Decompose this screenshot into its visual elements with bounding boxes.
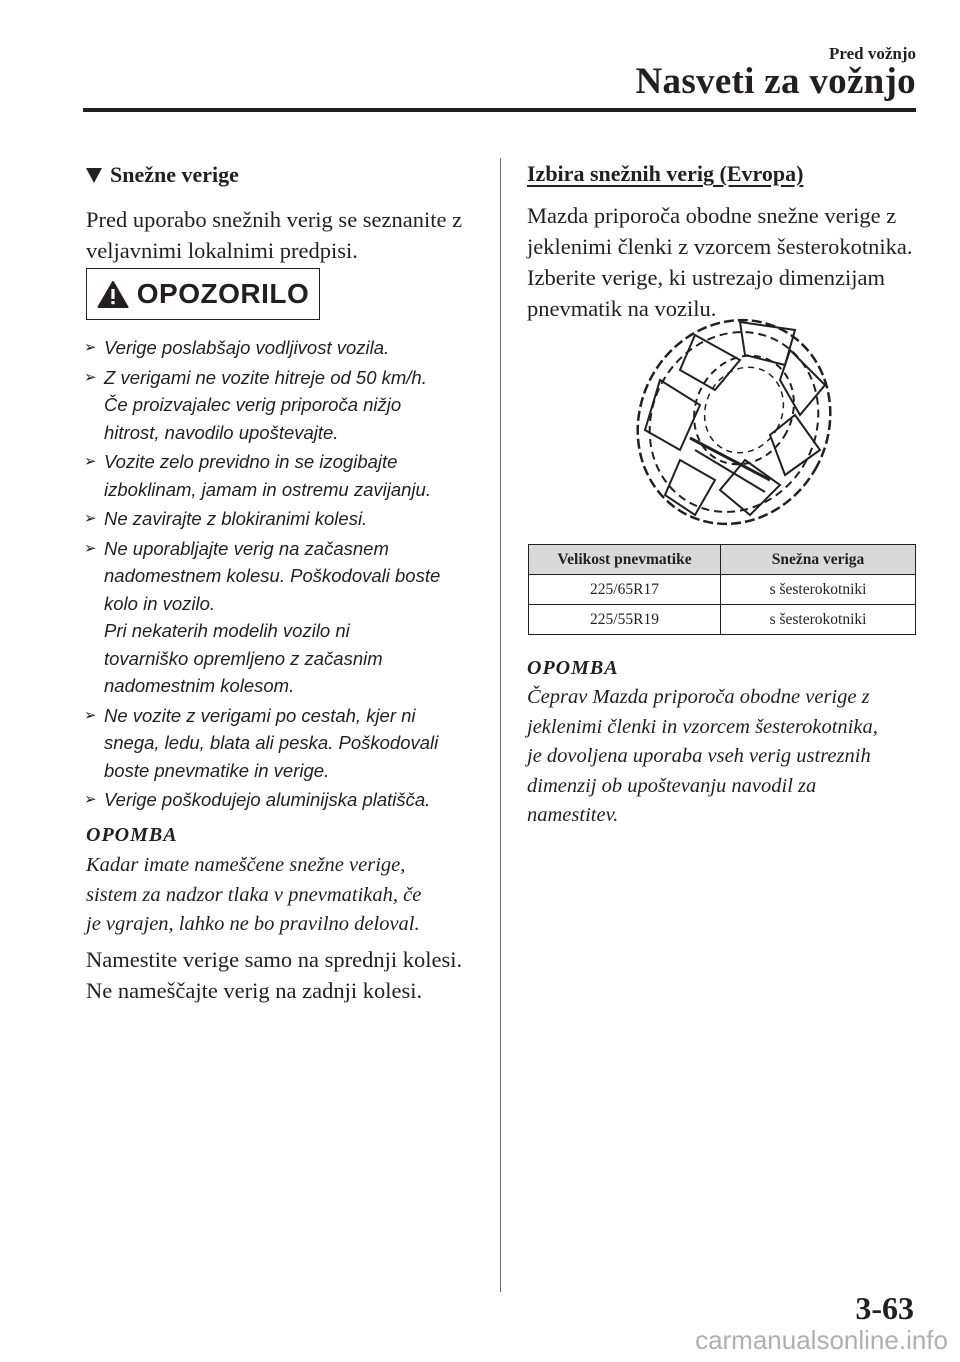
intro-line: veljavnimi lokalnimi predpisi. [86, 238, 358, 263]
list-item-line: Če proizvajalec verig priporoča nižjo [104, 394, 402, 415]
list-item-line: hitrost, navodilo upoštevajte. [104, 421, 339, 443]
intro-line: Pred uporabo snežnih verig se seznanite z [86, 207, 463, 232]
header-rule [83, 108, 916, 112]
watermark: carmanualsonline.info [695, 1325, 948, 1355]
mount-line: Ne nameščajte verig na zadnji kolesi. [86, 978, 423, 1003]
list-item-line: kolo in vozilo. [104, 592, 216, 614]
tire-size-table [528, 544, 916, 635]
table-row [529, 575, 916, 605]
note-line: dimenzij ob upoštevanju navodil za [527, 774, 817, 797]
warning-list [84, 334, 484, 816]
body-line: jeklenimi členki z vzorcem šesterokotnika. [527, 234, 913, 259]
list-item [84, 334, 484, 362]
table-row [529, 605, 916, 635]
warning-label: OPOZORILO [136, 278, 310, 309]
list-item [84, 535, 484, 700]
note-line: je vgrajen, lahko ne bo pravilno deloval. [86, 913, 420, 935]
table-header-cell: Snežna veriga [721, 545, 916, 575]
note-title: OPOMBA [527, 657, 619, 679]
intro-text [86, 204, 486, 266]
section-heading [86, 162, 239, 188]
list-item [84, 364, 484, 447]
list-item-line: Vozite zelo previdno in se izogibajte [104, 451, 398, 472]
arrow-right-icon: ➢ [84, 453, 97, 470]
section-heading-text: Snežne verige [110, 162, 239, 187]
list-item-line: Verige poškodujejo aluminijska platišča. [104, 789, 431, 810]
arrow-right-icon: ➢ [84, 368, 97, 386]
arrow-right-icon: ➢ [84, 510, 97, 527]
note-line: jeklenimi členki in vzorcem šesterokotnika, [527, 715, 878, 738]
table-header-row [529, 545, 916, 575]
page-title: Nasveti za vožnjo [635, 61, 916, 102]
snow-chain-illustration [620, 310, 840, 530]
arrow-right-icon: ➢ [84, 791, 97, 808]
note-line: namestitev. [527, 804, 619, 826]
body-line: Mazda priporoča obodne snežne verige z [527, 203, 897, 228]
note-line: je dovoljena uporaba vseh verig ustreznih [527, 745, 871, 767]
table-cell: 225/65R17 [529, 575, 721, 605]
list-item-line: Verige poslabšajo vodljivost vozila. [104, 337, 390, 358]
list-item [84, 786, 484, 814]
list-item-line: Ne vozite z verigami po cestah, kjer ni [104, 704, 416, 726]
list-item-line: Z verigami ne vozite hitreje od 50 km/h. [104, 366, 427, 388]
table-header-cell: Velikost pnevmatike [529, 545, 721, 575]
note-line: Čeprav Mazda priporoča obodne verige z [527, 686, 870, 708]
arrow-right-icon: ➢ [84, 539, 97, 557]
triangle-down-icon [86, 168, 102, 183]
list-item [84, 702, 484, 785]
table-cell: 225/55R19 [529, 605, 721, 635]
list-item-line: Ne uporabljajte verig na začasnem [104, 537, 389, 559]
list-item [84, 448, 484, 503]
list-item-line: nadomestnim kolesom. [104, 675, 295, 696]
mount-line: Namestite verige samo na sprednji kolesi. [86, 947, 463, 972]
list-item-line: Pri nekaterih modelih vozilo ni [104, 620, 350, 641]
header-subtitle: Pred vožnjo [828, 44, 916, 63]
page-number: 3-63 [855, 1290, 914, 1326]
note-line: Kadar imate nameščene snežne verige, [86, 854, 406, 876]
list-item-line: nadomestnem kolesu. Poškodovali boste [104, 565, 441, 586]
table-cell: s šesterokotniki [721, 575, 916, 605]
column-divider [500, 158, 501, 1292]
note-line: sistem za nadzor tlaka v pnevmatikah, če [86, 883, 422, 906]
list-item-line: Ne zavirajte z blokiranimi kolesi. [104, 508, 368, 529]
subsection-heading: Izbira snežnih verig (Evropa) [527, 161, 804, 186]
list-item-line: izboklinam, jamam in ostremu zavijanju. [104, 478, 431, 500]
list-item [84, 505, 484, 533]
chain-selection-text [527, 200, 927, 324]
list-item-line: tovarniško opremljeno z začasnim [104, 647, 383, 669]
note-text [86, 851, 486, 940]
arrow-right-icon: ➢ [84, 339, 97, 356]
body-line: Izberite verige, ki ustrezajo dimenzijam [527, 265, 885, 290]
warning-triangle-icon [97, 280, 129, 309]
list-item-line: snega, ledu, blata ali peska. Poškodovali [104, 732, 439, 753]
body-line: pnevmatik na vozilu. [527, 296, 717, 321]
list-item-line: boste pnevmatike in verige. [104, 759, 330, 781]
arrow-right-icon: ➢ [84, 706, 97, 724]
table-cell: s šesterokotniki [721, 605, 916, 635]
warning-box [86, 268, 320, 320]
note-title: OPOMBA [86, 824, 178, 846]
note-text [527, 683, 927, 831]
mount-text [86, 944, 486, 1006]
